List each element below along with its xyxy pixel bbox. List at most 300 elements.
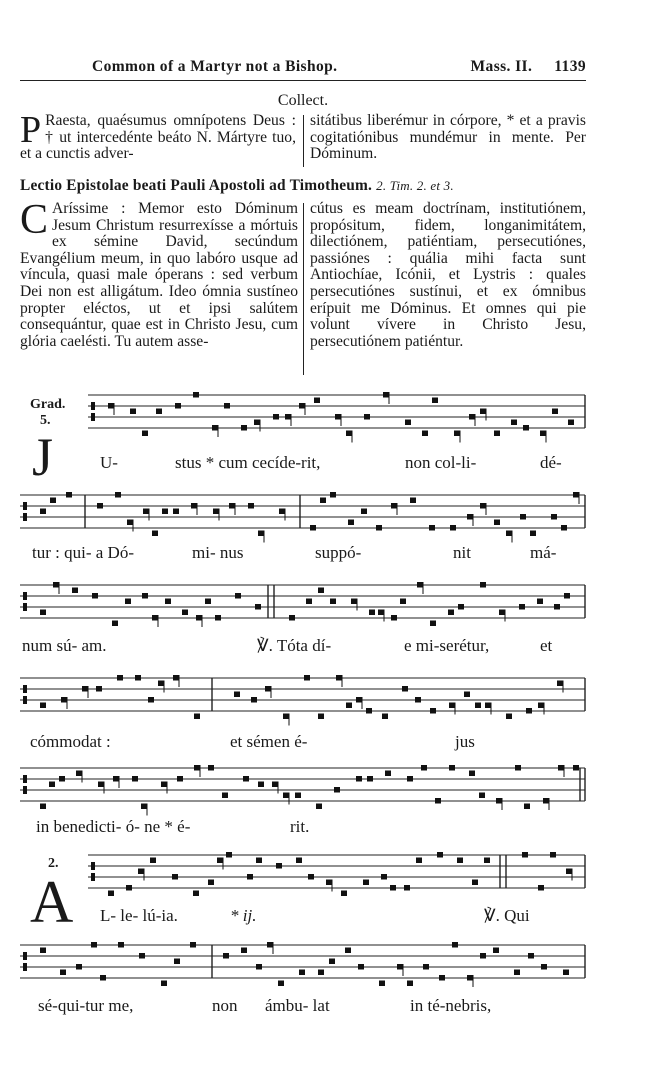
neume-note (336, 675, 342, 681)
neume-note (108, 891, 114, 897)
neume-note (557, 681, 563, 687)
neume-note (241, 425, 247, 431)
neume-note (480, 409, 486, 415)
neume-note (523, 425, 529, 431)
clef-mark (23, 513, 27, 521)
neume-note (554, 604, 560, 610)
neume-note (234, 692, 240, 698)
gradual-lyric-5b: rit. (290, 817, 310, 836)
alleluia-lyric-2b: non (212, 996, 238, 1015)
neume-note (493, 948, 499, 954)
neume-note (407, 776, 413, 782)
neume-note (142, 593, 148, 599)
neume-note (97, 503, 103, 509)
clef-mark (91, 873, 95, 881)
neume-note (162, 509, 168, 515)
neume-note (92, 593, 98, 599)
neume-note (526, 708, 532, 714)
neume-note (40, 610, 46, 616)
neume-note (416, 858, 422, 864)
neume-note (96, 686, 102, 692)
neume-note (432, 398, 438, 404)
neume-note (215, 615, 221, 621)
neume-note (226, 852, 232, 858)
neume-note (49, 782, 55, 788)
neume-note (278, 981, 284, 987)
neume-note (541, 964, 547, 970)
neume-note (530, 531, 536, 537)
clef-mark (23, 963, 27, 971)
neume-note (165, 599, 171, 605)
neume-note (161, 981, 167, 987)
neume-note (40, 509, 46, 515)
clef-mark (91, 402, 95, 410)
neume-note (573, 765, 579, 771)
neume-note (76, 964, 82, 970)
neume-note (53, 582, 59, 588)
neume-note (390, 885, 396, 891)
gradual-lyric-3a: num sú- am. (22, 636, 107, 655)
neume-note (382, 714, 388, 720)
collect-divider (303, 115, 304, 167)
neume-note (152, 531, 158, 537)
lectio-right-text: cútus es meam doctrínam, institutiónem, propósitum, fidem, longanimitátem, dilectiónem, patiéntiam, persecutiónes, passiónes : quália mihi facta sunt Antiochíae, Icónii, et Lystris : quales persecutiónes sustínui, et ex ómnibus erípuit me Dóminus. Et omnes qui pie volunt vívere in Christo Jesu, persecutiónem patiéntur. (310, 200, 586, 350)
neume-note (334, 787, 340, 793)
neume-note (345, 948, 351, 954)
gradual-lyric-2d: nit (453, 543, 471, 562)
neume-note (376, 525, 382, 531)
lectio-heading-line (20, 177, 592, 195)
neume-note (306, 599, 312, 605)
neume-note (173, 509, 179, 515)
alleluia-lyric-1c: ℣. Qui (484, 906, 530, 925)
neume-note (568, 420, 574, 426)
neume-note (326, 880, 332, 886)
neume-note (566, 869, 572, 875)
collect-right-column (310, 113, 586, 163)
neume-note (439, 975, 445, 981)
neume-note (430, 621, 436, 627)
neume-note (320, 498, 326, 504)
lectio-divider (303, 203, 304, 375)
alleluia-lyric-2d: in té-nebris, (410, 996, 492, 1015)
neume-note (72, 588, 78, 594)
neume-note (139, 953, 145, 959)
neume-note (415, 697, 421, 703)
neume-note (550, 852, 556, 858)
neume-note (407, 981, 413, 987)
neume-note (563, 970, 569, 976)
neume-note (528, 953, 534, 959)
neume-note (296, 858, 302, 864)
neume-note (267, 942, 273, 948)
alleluia-mode: 2. (48, 856, 59, 871)
neume-note (177, 776, 183, 782)
neume-note (243, 776, 249, 782)
neume-note (469, 414, 475, 420)
alleluia-lyric-2c: ámbu- lat (265, 996, 330, 1015)
neume-note (341, 891, 347, 897)
neume-note (379, 981, 385, 987)
neume-note (356, 697, 362, 703)
neume-note (314, 398, 320, 404)
neume-note (191, 503, 197, 509)
neume-note (363, 880, 369, 886)
neume-note (449, 765, 455, 771)
neume-note (318, 714, 324, 720)
neume-note (112, 621, 118, 627)
neume-note (361, 509, 367, 515)
neume-note (537, 599, 543, 605)
neume-note (400, 599, 406, 605)
neume-note (148, 697, 154, 703)
gradual-lyric-4c: jus (455, 732, 475, 751)
neume-note (212, 425, 218, 431)
neume-note (458, 604, 464, 610)
gradual-mode: 5. (40, 413, 51, 428)
neume-note (208, 765, 214, 771)
clef-mark (23, 775, 27, 783)
neume-note (283, 793, 289, 799)
neume-note (558, 765, 564, 771)
neume-note (499, 610, 505, 616)
neume-note (118, 942, 124, 948)
gradual-lyric-4a: cómmodat : (30, 732, 111, 751)
neume-note (196, 615, 202, 621)
clef-mark (23, 685, 27, 693)
collect-initial: P (20, 109, 42, 151)
neume-note (429, 525, 435, 531)
gradual-initial: J (32, 427, 54, 487)
gradual-lyric-5a: in benedicti- ó- ne * é- (36, 817, 191, 836)
neume-note (397, 964, 403, 970)
neume-note (40, 804, 46, 810)
neume-note (248, 503, 254, 509)
neume-note (258, 782, 264, 788)
gradual-lyric-1c: non col-li- (405, 453, 477, 472)
neume-note (175, 403, 181, 409)
header-mass: Mass. II. (470, 58, 533, 75)
neume-note (485, 703, 491, 709)
neume-note (91, 942, 97, 948)
neume-note (346, 703, 352, 709)
neume-note (132, 776, 138, 782)
neume-note (329, 959, 335, 965)
alleluia-lyric-2a: sé-qui-tur me, (38, 996, 134, 1015)
neume-note (480, 503, 486, 509)
neume-note (135, 675, 141, 681)
gradual-lyric-1a: U- (100, 453, 118, 472)
neume-note (254, 420, 260, 426)
clef-mark (23, 502, 27, 510)
neume-note (152, 615, 158, 621)
neume-note (194, 714, 200, 720)
neume-note (299, 403, 305, 409)
gradual-lyric-3c: e mi-serétur, (404, 636, 490, 655)
neume-note (551, 514, 557, 520)
neume-note (208, 880, 214, 886)
neume-note (514, 970, 520, 976)
neume-note (289, 615, 295, 621)
neume-note (125, 599, 131, 605)
collect-left-column (20, 109, 296, 163)
neume-note (346, 431, 352, 437)
neume-note (190, 942, 196, 948)
clef-mark (23, 952, 27, 960)
neume-note (255, 604, 261, 610)
neume-note (402, 686, 408, 692)
chant-staff-3 (0, 575, 669, 635)
lectio-left-text: Aríssime : Memor esto Dóminum Jesum Christum resurrexísse a mórtuis ex sémine David, secúndum Evangélium meum, in quo labóro usque ad víncula, quasi male óperans : sed verbum Dei non est alligátum. Ideo ómnia sustíneo propter eléctos, ut et ipsi salútem consequántur, quae est in Christo Jesu, cum glória caelésti. Tu autem asse- (20, 200, 298, 350)
neume-note (561, 525, 567, 531)
neume-note (506, 714, 512, 720)
chant-staff-1 (0, 385, 669, 445)
neume-note (173, 675, 179, 681)
neume-note (417, 582, 423, 588)
lectio-heading: Lectio Epistolae beati Pauli Apostoli ad Timotheum. (20, 177, 373, 194)
gradual-lyric-2e: má- (530, 543, 557, 562)
clef-mark (23, 696, 27, 704)
neume-note (217, 858, 223, 864)
clef-mark (23, 603, 27, 611)
neume-note (330, 599, 336, 605)
collect-left-text: Raesta, quaésumus omnípotens Deus : † ut intercedénte beáto N. Mártyre tuo, et a cunctis adver- (20, 112, 296, 163)
collect-right-text: sitátibus liberémur in córpore, * et a pravis cogitatiónibus mundémur in mente. Per Dóminum. (310, 112, 586, 163)
chant-staff-5 (0, 758, 669, 818)
neume-note (364, 414, 370, 420)
neume-note (61, 697, 67, 703)
neume-note (174, 959, 180, 965)
neume-note (158, 681, 164, 687)
neume-note (524, 804, 530, 810)
neume-note (235, 593, 241, 599)
neume-note (366, 708, 372, 714)
neume-note (494, 431, 500, 437)
neume-note (304, 675, 310, 681)
neume-note (308, 874, 314, 880)
gradual-lyric-4b: et sémen é- (230, 732, 308, 751)
neume-note (40, 948, 46, 954)
neume-note (520, 514, 526, 520)
running-header (92, 58, 586, 76)
neume-note (285, 414, 291, 420)
neume-note (318, 970, 324, 976)
neume-note (256, 858, 262, 864)
neume-note (76, 771, 82, 777)
neume-note (258, 531, 264, 537)
neume-note (383, 392, 389, 398)
neume-note (381, 874, 387, 880)
neume-note (506, 531, 512, 537)
neume-note (494, 520, 500, 526)
neume-note (213, 509, 219, 515)
neume-note (515, 765, 521, 771)
neume-note (480, 582, 486, 588)
neume-note (484, 858, 490, 864)
neume-note (117, 675, 123, 681)
chant-staff-7 (0, 935, 669, 995)
neume-note (273, 414, 279, 420)
neume-note (138, 869, 144, 875)
neume-note (310, 525, 316, 531)
neume-note (464, 692, 470, 698)
neume-note (241, 948, 247, 954)
alleluia-lyric-1b: * ij. (230, 906, 257, 925)
neume-note (335, 414, 341, 420)
neume-note (82, 686, 88, 692)
neume-note (391, 615, 397, 621)
neume-note (467, 975, 473, 981)
neume-note (115, 492, 121, 498)
neume-note (452, 942, 458, 948)
neume-note (222, 793, 228, 799)
neume-note (405, 420, 411, 426)
neume-note (108, 403, 114, 409)
neume-note (60, 970, 66, 976)
chant-staff-4 (0, 668, 669, 728)
neume-note (467, 514, 473, 520)
lectio-right-column (310, 201, 586, 350)
neume-note (130, 409, 136, 415)
neume-note (356, 776, 362, 782)
neume-note (385, 771, 391, 777)
neume-note (421, 765, 427, 771)
neume-note (448, 610, 454, 616)
neume-note (141, 804, 147, 810)
gradual-label: Grad. (30, 397, 66, 412)
neume-note (205, 599, 211, 605)
lectio-reference: 2. Tim. 2. et 3. (376, 178, 454, 193)
clef-mark (91, 413, 95, 421)
neume-note (538, 885, 544, 891)
header-rule (20, 80, 586, 81)
neume-note (348, 520, 354, 526)
neume-note (40, 703, 46, 709)
neume-note (279, 509, 285, 515)
neume-note (480, 953, 486, 959)
neume-note (127, 520, 133, 526)
alleluia-lyric-1a: L- le- lú-ia. (100, 906, 178, 925)
neume-note (251, 697, 257, 703)
neume-note (276, 863, 282, 869)
neume-note (430, 708, 436, 714)
neume-note (100, 975, 106, 981)
lectio-initial: C (20, 197, 49, 243)
neume-note (172, 874, 178, 880)
neume-note (475, 703, 481, 709)
neume-note (479, 793, 485, 799)
gradual-lyric-3b: ℣. Tóta dí- (257, 636, 332, 655)
lectio-left-column (20, 197, 298, 350)
neume-note (391, 503, 397, 509)
neume-note (449, 703, 455, 709)
neume-note (404, 885, 410, 891)
neume-note (316, 804, 322, 810)
neume-note (538, 703, 544, 709)
neume-note (422, 431, 428, 437)
neume-note (457, 858, 463, 864)
gradual-lyric-2b: mi- nus (192, 543, 244, 562)
neume-note (126, 885, 132, 891)
header-title: Common of a Martyr not a Bishop. (92, 58, 338, 75)
neume-note (299, 970, 305, 976)
neume-note (50, 498, 56, 504)
neume-note (450, 525, 456, 531)
clef-mark (23, 786, 27, 794)
gradual-lyric-3d: et (540, 636, 553, 655)
neume-note (223, 953, 229, 959)
neume-note (330, 492, 336, 498)
neume-note (194, 765, 200, 771)
neume-note (469, 771, 475, 777)
neume-note (150, 858, 156, 864)
neume-note (272, 782, 278, 788)
neume-note (193, 891, 199, 897)
neume-note (143, 509, 149, 515)
neume-note (247, 874, 253, 880)
gradual-lyric-1d: dé- (540, 453, 562, 472)
neume-note (369, 610, 375, 616)
neume-note (522, 852, 528, 858)
neume-note (358, 964, 364, 970)
neume-note (318, 588, 324, 594)
neume-note (265, 686, 271, 692)
neume-note (519, 604, 525, 610)
neume-note (142, 431, 148, 437)
gradual-lyric-1b: stus * cum cecíde-rit, (175, 453, 321, 472)
neume-note (66, 492, 72, 498)
alleluia-initial: A (30, 869, 74, 935)
collect-heading: Collect. (277, 92, 329, 109)
gradual-lyric-2a: tur : qui- a Dó- (32, 543, 134, 562)
chant-staff-6 (0, 845, 669, 905)
neume-note (367, 776, 373, 782)
neume-note (437, 852, 443, 858)
neume-note (435, 798, 441, 804)
neume-note (182, 610, 188, 616)
clef-mark (23, 592, 27, 600)
neume-note (564, 593, 570, 599)
neume-note (543, 798, 549, 804)
neume-note (511, 420, 517, 426)
gradual-lyric-2c: suppó- (315, 543, 362, 562)
neume-note (224, 403, 230, 409)
neume-note (423, 964, 429, 970)
neume-note (295, 793, 301, 799)
neume-note (410, 498, 416, 504)
neume-note (472, 880, 478, 886)
neume-note (573, 492, 579, 498)
clef-mark (91, 862, 95, 870)
neume-note (540, 431, 546, 437)
neume-note (283, 714, 289, 720)
neume-note (454, 431, 460, 437)
neume-note (59, 776, 65, 782)
neume-note (256, 964, 262, 970)
neume-note (156, 409, 162, 415)
neume-note (98, 782, 104, 788)
neume-note (193, 392, 199, 398)
neume-note (351, 599, 357, 605)
neume-note (378, 610, 384, 616)
neume-note (496, 798, 502, 804)
chant-staff-2 (0, 485, 669, 545)
page-number: 1139 (554, 58, 586, 75)
neume-note (161, 782, 167, 788)
neume-note (552, 409, 558, 415)
neume-note (229, 503, 235, 509)
neume-note (113, 776, 119, 782)
